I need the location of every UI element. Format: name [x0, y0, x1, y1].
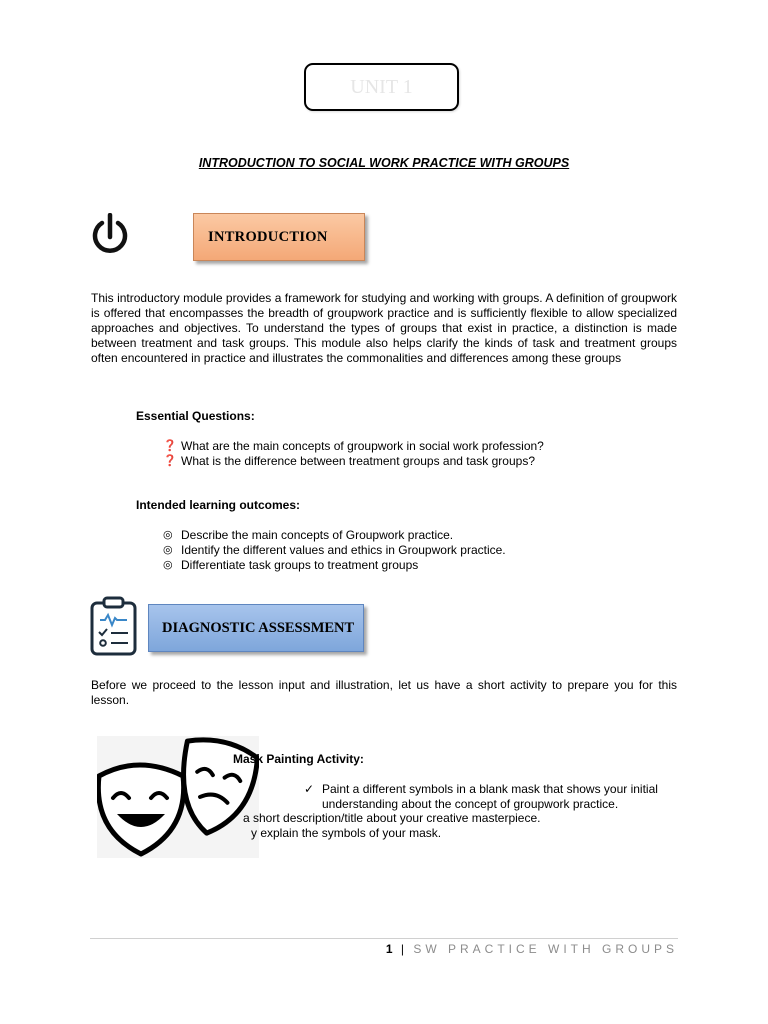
activity-item-1	[304, 782, 679, 812]
learning-outcomes-heading: Intended learning outcomes:	[136, 498, 301, 512]
footer-separator: |	[400, 942, 406, 956]
power-icon	[90, 213, 130, 259]
activity-heading: Mask Painting Activity:	[233, 752, 364, 766]
page-number: 1	[385, 942, 394, 956]
activity-item-text: Paint a different symbols in a blank mask that shows your initial understanding about the concept of groupwork practice.	[322, 782, 658, 811]
diagnostic-assessment-banner	[148, 604, 364, 652]
page-title: INTRODUCTION TO SOCIAL WORK PRACTICE WITH GROUPS	[198, 156, 570, 170]
activity-item-3: y explain the symbols of your mask.	[251, 826, 442, 840]
target-bullet-icon: ◎	[163, 529, 173, 541]
outcome-text: Differentiate task groups to treatment groups	[181, 558, 419, 572]
diagnostic-banner-label: DIAGNOSTIC ASSESSMENT	[162, 619, 355, 636]
learning-outcomes-list	[163, 528, 506, 573]
outcome-text: Identify the different values and ethics in Groupwork practice.	[181, 543, 506, 557]
question-text: What are the main concepts of groupwork in social work profession?	[181, 439, 544, 453]
essential-questions-heading: Essential Questions:	[136, 409, 255, 423]
introduction-banner	[193, 213, 365, 261]
essential-questions-list	[163, 439, 544, 469]
diagnostic-paragraph: Before we proceed to the lesson input and illustration, let us have a short activity to prepare you for this lesson.	[91, 678, 677, 707]
outcome-text: Describe the main concepts of Groupwork practice.	[181, 528, 454, 542]
page-footer	[386, 942, 678, 956]
clipboard-icon	[89, 596, 139, 658]
footer-text: SW PRACTICE WITH GROUPS	[413, 942, 678, 956]
question-text: What is the difference between treatment groups and task groups?	[181, 454, 535, 468]
introduction-banner-label: INTRODUCTION	[208, 228, 328, 245]
footer-divider	[90, 938, 678, 939]
question-bullet-icon: ❓	[163, 455, 177, 467]
unit-label: UNIT 1	[350, 75, 413, 98]
list-item	[163, 558, 506, 573]
activity-item-2: a short description/title about your creative masterpiece.	[243, 811, 541, 825]
unit-label-box	[304, 63, 459, 111]
checkmark-icon: ✓	[304, 782, 315, 796]
introduction-paragraph: This introductory module provides a framework for studying and working with groups. A definition of groupwork is offered that encompasses the breadth of groupwork practice and is sufficiently flexible to allow specialized approaches and objectives. To understand the types of groups that exist in practice, a distinction is made between treatment and task groups. This module also helps clarify the kinds of task and treatment groups often encountered in practice and illustrates the commonalities and differences among these groups	[91, 291, 677, 365]
target-bullet-icon: ◎	[163, 559, 173, 571]
list-item	[163, 528, 506, 543]
list-item	[163, 543, 506, 558]
list-item	[163, 454, 544, 469]
target-bullet-icon: ◎	[163, 544, 173, 556]
question-bullet-icon: ❓	[163, 440, 177, 452]
list-item	[163, 439, 544, 454]
